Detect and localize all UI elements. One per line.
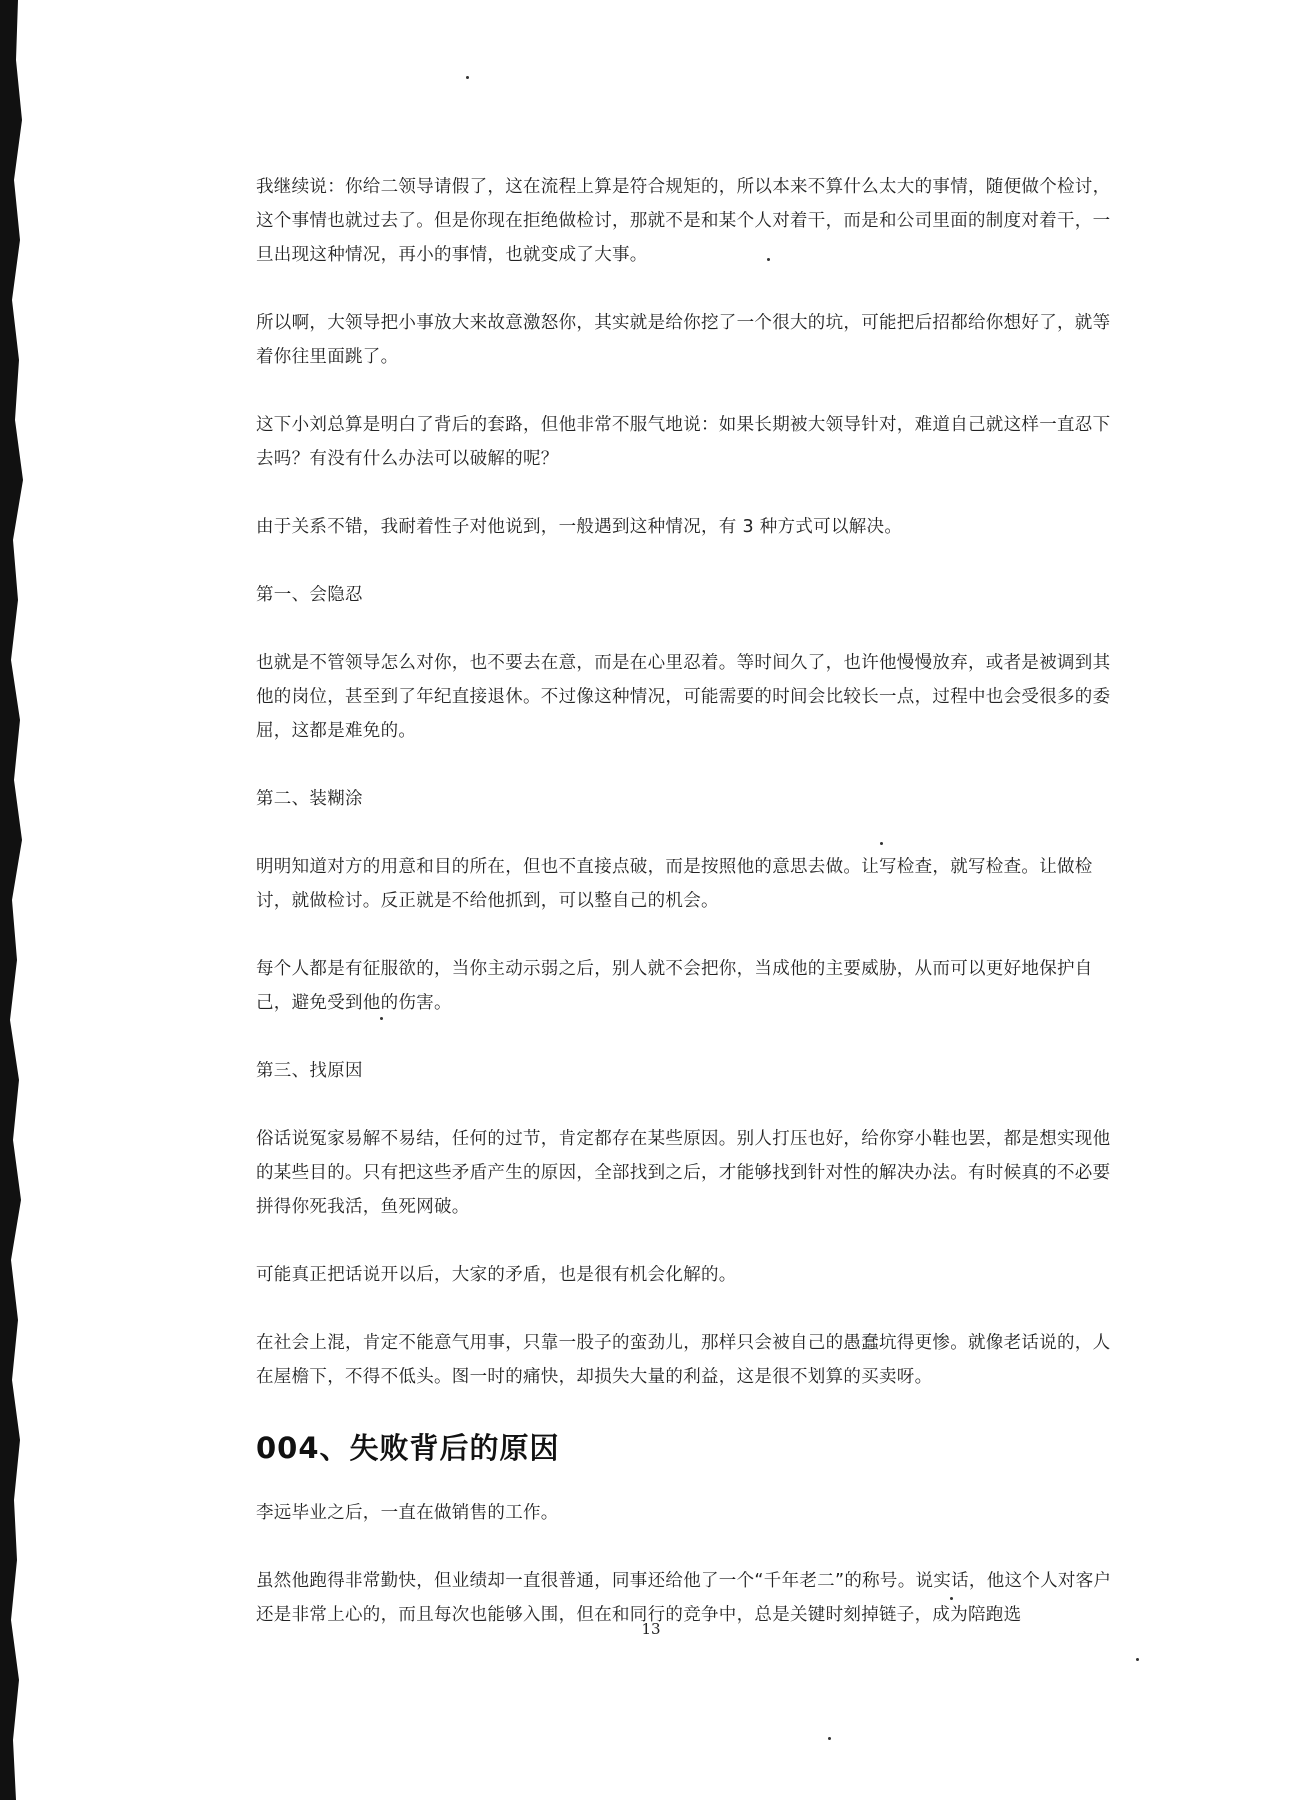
scan-speck xyxy=(828,1737,831,1740)
subheading: 第二、装糊涂 xyxy=(256,789,363,809)
paragraph: 这下小刘总算是明白了背后的套路，但他非常不服气地说：如果长期被大领导针对，难道自己就这样一直忍下去吗？有没有什么办法可以破解的呢？ xyxy=(256,415,1111,469)
scan-speck xyxy=(380,1017,383,1020)
paragraph: 明明知道对方的用意和目的所在，但也不直接点破，而是按照他的意思去做。让写检查，就写检查。让做检讨，就做检讨。反正就是不给他抓到，可以整自己的机会。 xyxy=(256,857,1093,911)
paragraph: 俗话说冤家易解不易结，任何的过节，肯定都存在某些原因。别人打压也好，给你穿小鞋也罢，都是想实现他的某些目的。只有把这些矛盾产生的原因，全部找到之后，才能够找到针对性的解决办法。有时候真的不必要拼得你死我活，鱼死网破。 xyxy=(256,1129,1111,1217)
section-heading: 004、失败背后的原因 xyxy=(256,1431,560,1465)
paragraph: 李远毕业之后，一直在做销售的工作。 xyxy=(256,1503,559,1523)
torn-page-edge xyxy=(0,0,40,1800)
subheading: 第三、找原因 xyxy=(256,1061,363,1081)
scan-speck xyxy=(466,76,469,79)
scan-speck xyxy=(1136,1658,1139,1661)
paragraph: 所以啊，大领导把小事放大来故意激怒你，其实就是给你挖了一个很大的坑，可能把后招都给你想好了，就等着你往里面跳了。 xyxy=(256,313,1111,367)
page-number: 13 xyxy=(641,1620,661,1638)
paragraph: 由于关系不错，我耐着性子对他说到，一般遇到这种情况，有 3 种方式可以解决。 xyxy=(256,517,903,537)
paragraph: 我继续说：你给二领导请假了，这在流程上算是符合规矩的，所以本来不算什么太大的事情，随便做个检讨，这个事情也就过去了。但是你现在拒绝做检讨，那就不是和某个人对着干，而是和公司里面的制度对着干，一旦出现这种情况，再小的事情，也就变成了大事。 xyxy=(256,177,1111,265)
paragraph: 也就是不管领导怎么对你，也不要去在意，而是在心里忍着。等时间久了，也许他慢慢放弃，或者是被调到其他的岗位，甚至到了年纪直接退休。不过像这种情况，可能需要的时间会比较长一点，过程中也会受很多的委屈，这都是难免的。 xyxy=(256,653,1111,741)
scan-speck xyxy=(880,842,883,845)
scan-speck xyxy=(767,258,770,261)
subheading: 第一、会隐忍 xyxy=(256,585,363,605)
paragraph: 虽然他跑得非常勤快，但业绩却一直很普通，同事还给他了一个“千年老二”的称号。说实话，他这个人对客户还是非常上心的，而且每次也能够入围，但在和同行的竞争中，总是关键时刻掉链子，成为陪跑选 xyxy=(256,1571,1112,1625)
paragraph: 在社会上混，肯定不能意气用事，只靠一股子的蛮劲儿，那样只会被自己的愚蠢坑得更惨。就像老话说的，人在屋檐下，不得不低头。图一时的痛快，却损失大量的利益，这是很不划算的买卖呀。 xyxy=(256,1333,1111,1387)
document-page xyxy=(256,170,1124,1632)
scan-speck xyxy=(950,1597,953,1600)
paragraph: 每个人都是有征服欲的，当你主动示弱之后，别人就不会把你，当成他的主要威胁，从而可以更好地保护自己，避免受到他的伤害。 xyxy=(256,959,1093,1013)
paragraph: 可能真正把话说开以后，大家的矛盾，也是很有机会化解的。 xyxy=(256,1265,737,1285)
